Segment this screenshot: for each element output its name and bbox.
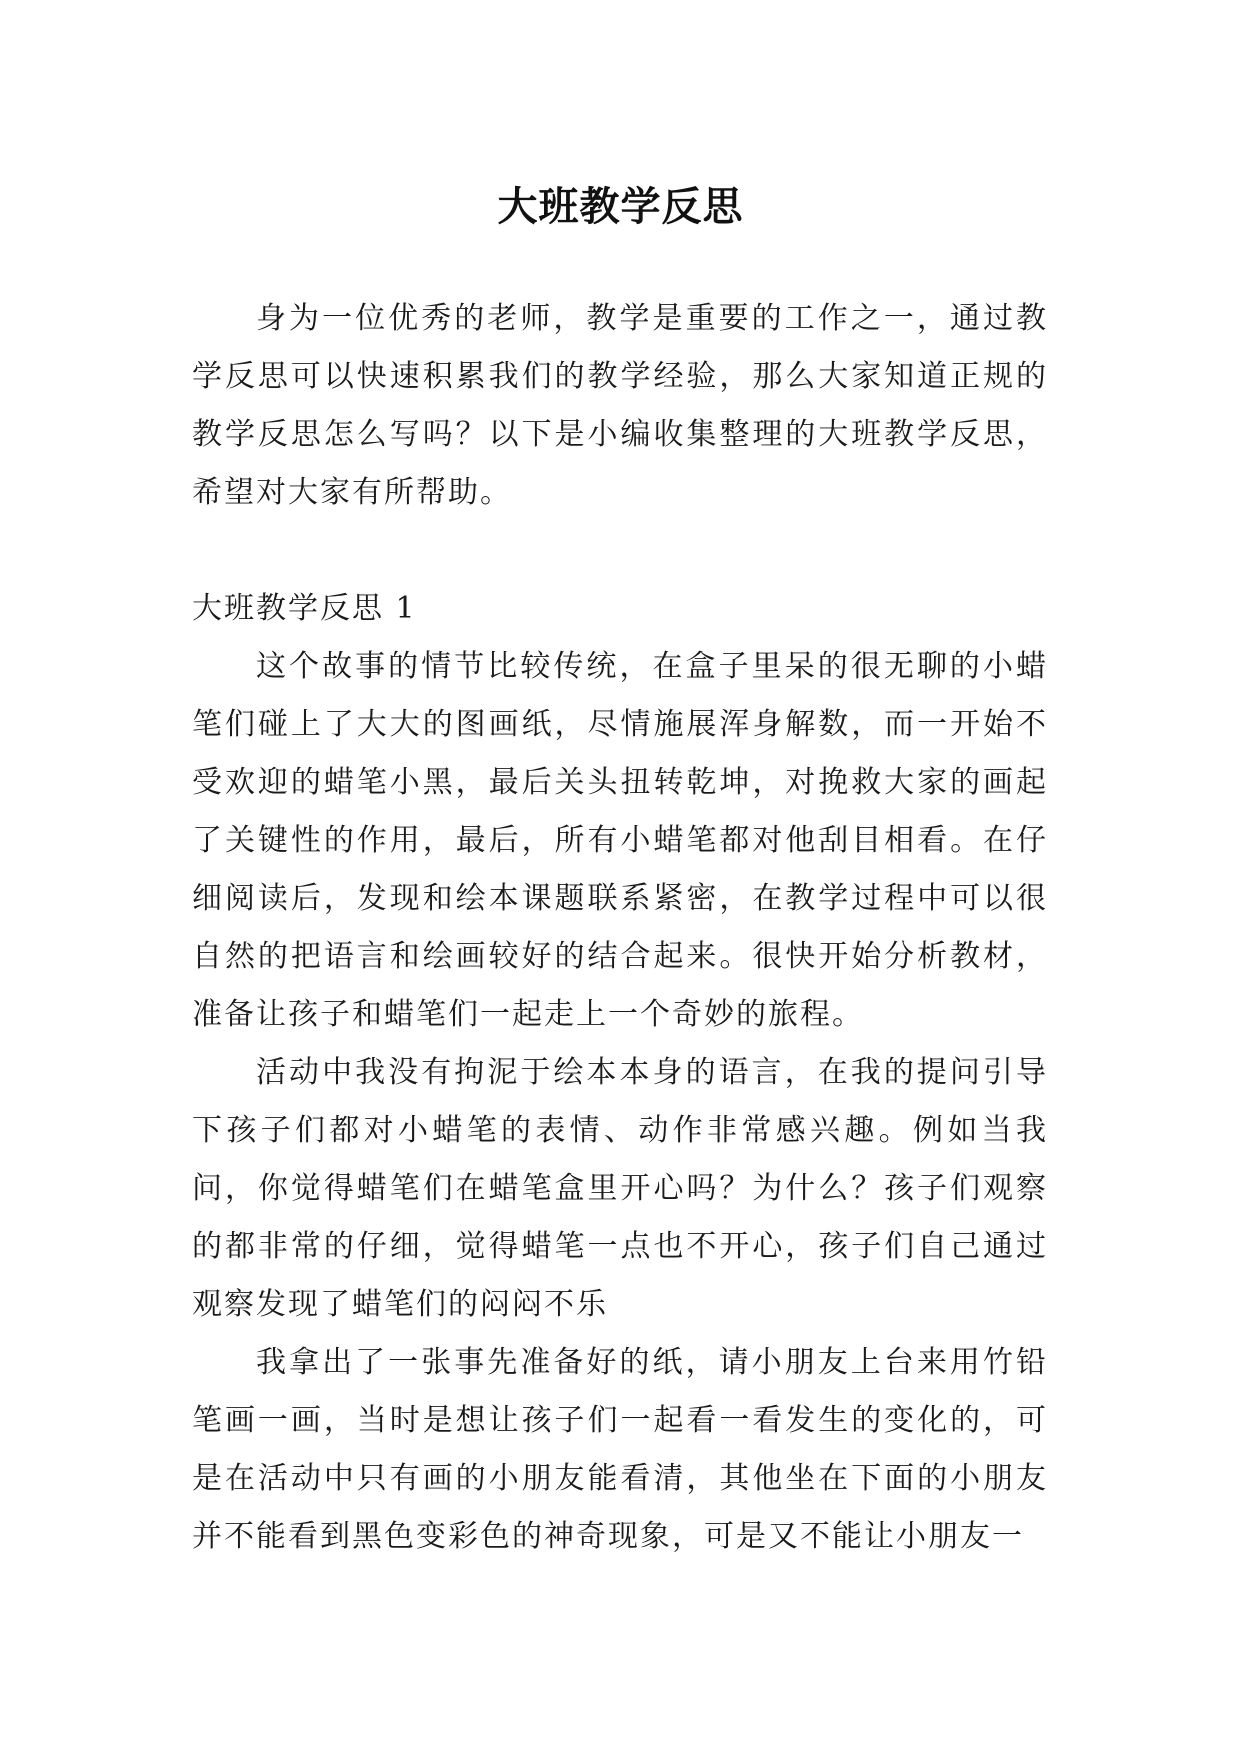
section-heading: 大班教学反思 1 <box>192 591 417 626</box>
body-paragraph-1: 这个故事的情节比较传统，在盒子里呆的很无聊的小蜡笔们碰上了大大的图画纸，尽情施展浑身解数，而一开始不受欢迎的蜡笔小黑，最后关头扭转乾坤，对挽救大家的画起了关键性的作用，最后，所有小蜡笔都对他刮目相看。在仔细阅读后，发现和绘本课题联系紧密，在教学过程中可以很自然的把语言和绘画较好的结合起来。很快开始分析教材，准备让孩子和蜡笔们一起走上一个奇妙的旅程。 <box>192 649 1048 1032</box>
body-paragraph-2: 活动中我没有拘泥于绘本本身的语言，在我的提问引导下孩子们都对小蜡笔的表情、动作非常感兴趣。例如当我问，你觉得蜡笔们在蜡笔盒里开心吗？为什么？孩子们观察的都非常的仔细，觉得蜡笔一点也不开心，孩子们自己通过观察发现了蜡笔们的闷闷不乐 <box>192 1055 1048 1322</box>
document-body <box>192 290 1048 1566</box>
intro-paragraph: 身为一位优秀的老师，教学是重要的工作之一，通过教学反思可以快速积累我们的教学经验，那么大家知道正规的教学反思怎么写吗？以下是小编收集整理的大班教学反思，希望对大家有所帮助。 <box>192 301 1048 510</box>
body-paragraph-3: 我拿出了一张事先准备好的纸，请小朋友上台来用竹铅笔画一画，当时是想让孩子们一起看一看发生的变化的，可是在活动中只有画的小朋友能看清，其他坐在下面的小朋友并不能看到黑色变彩色的神奇现象，可是又不能让小朋友一 <box>192 1345 1048 1554</box>
document-title: 大班教学反思 <box>497 183 744 230</box>
